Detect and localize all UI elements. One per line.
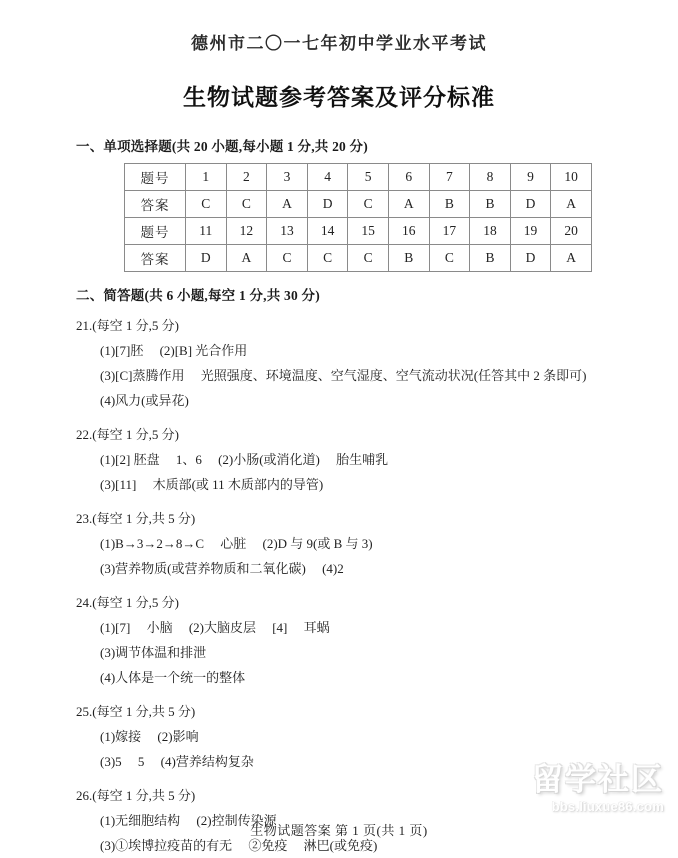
- table-cell: C: [307, 245, 348, 272]
- question-block-26: [0, 774, 678, 858]
- answer-line: (4)人体是一个统一的整体: [100, 670, 246, 685]
- table-cell: 17: [429, 218, 470, 245]
- table-cell: A: [226, 245, 267, 272]
- table-cell: 2: [226, 164, 267, 191]
- answer-line: (1)B→3→2→8→C 心脏 (2)D 与 9(或 B 与 3): [100, 536, 373, 551]
- table-cell: 15: [348, 218, 389, 245]
- section-1-heading: 一、单项选择题(共 20 小题,每小题 1 分,共 20 分): [76, 139, 368, 154]
- row-label-answer: 答案: [125, 245, 186, 272]
- table-cell: 11: [186, 218, 227, 245]
- table-cell: 18: [470, 218, 511, 245]
- table-cell: C: [226, 191, 267, 218]
- question-block-23: [0, 497, 678, 581]
- answer-line: (1)[7] 小脑 (2)大脑皮层 [4] 耳蜗: [100, 620, 330, 635]
- table-cell: B: [470, 245, 511, 272]
- table-row: [125, 218, 592, 245]
- table-cell: D: [186, 245, 227, 272]
- answer-line: (3)营养物质(或营养物质和二氧化碳) (4)2: [100, 561, 344, 576]
- answer-line: (1)[2] 胚盘 1、6 (2)小肠(或消化道) 胎生哺乳: [100, 452, 389, 467]
- table-cell: C: [348, 191, 389, 218]
- table-cell: A: [551, 191, 592, 218]
- table-cell: B: [388, 245, 429, 272]
- row-label-answer: 答案: [125, 191, 186, 218]
- table-cell: 8: [470, 164, 511, 191]
- table-row: [125, 191, 592, 218]
- multiple-choice-answer-table: [124, 163, 592, 272]
- table-cell: 1: [186, 164, 227, 191]
- table-cell: 10: [551, 164, 592, 191]
- question-block-24: [0, 581, 678, 690]
- table-cell: A: [388, 191, 429, 218]
- question-heading: 21.(每空 1 分,5 分): [76, 318, 179, 333]
- table-cell: 20: [551, 218, 592, 245]
- question-heading: 22.(每空 1 分,5 分): [76, 427, 179, 442]
- table-cell: 6: [388, 164, 429, 191]
- table-cell: B: [429, 191, 470, 218]
- question-block-22: [0, 413, 678, 497]
- answer-table-container: [0, 155, 678, 272]
- table-cell: 12: [226, 218, 267, 245]
- watermark-url-text: bbs.liuxue86.com: [551, 799, 664, 814]
- answer-line: (3)①埃博拉疫苗的有无 ②免疫 淋巴(或免疫): [100, 838, 378, 853]
- row-label-question-number: 题号: [125, 218, 186, 245]
- answer-line: (1)无细胞结构 (2)控制传染源: [100, 813, 277, 828]
- watermark-brand-text: 留学社区: [532, 762, 664, 797]
- table-row: [125, 245, 592, 272]
- table-cell: 16: [388, 218, 429, 245]
- table-cell: A: [551, 245, 592, 272]
- table-cell: C: [186, 191, 227, 218]
- answer-line: (3)5 5 (4)营养结构复杂: [100, 754, 254, 769]
- question-heading: 26.(每空 1 分,共 5 分): [76, 788, 196, 803]
- section-2-heading: 二、简答题(共 6 小题,每空 1 分,共 30 分): [76, 288, 320, 303]
- table-row: [125, 164, 592, 191]
- table-cell: C: [429, 245, 470, 272]
- table-cell: 4: [307, 164, 348, 191]
- table-cell: 13: [267, 218, 308, 245]
- table-cell: 14: [307, 218, 348, 245]
- table-cell: 3: [267, 164, 308, 191]
- table-cell: D: [307, 191, 348, 218]
- table-cell: D: [510, 191, 551, 218]
- answer-table-body: [125, 164, 592, 272]
- page-footer: 生物试题答案 第 1 页(共 1 页): [250, 823, 428, 838]
- question-heading: 25.(每空 1 分,共 5 分): [76, 704, 196, 719]
- question-heading: 23.(每空 1 分,共 5 分): [76, 511, 196, 526]
- table-cell: B: [470, 191, 511, 218]
- table-cell: D: [510, 245, 551, 272]
- answer-line: (4)风力(或异花): [100, 393, 189, 408]
- question-block-25: [0, 690, 678, 774]
- table-cell: 19: [510, 218, 551, 245]
- answer-line: (3)[11] 木质部(或 11 木质部内的导管): [100, 477, 324, 492]
- row-label-question-number: 题号: [125, 164, 186, 191]
- answer-line: (3)[C]蒸腾作用 光照强度、环境温度、空气湿度、空气流动状况(任答其中 2 条即可): [100, 368, 587, 383]
- answer-line: (1)[7]胚 (2)[B] 光合作用: [100, 343, 248, 358]
- exam-title-line1: 德州市二〇一七年初中学业水平考试: [191, 34, 487, 53]
- table-cell: C: [348, 245, 389, 272]
- table-cell: 5: [348, 164, 389, 191]
- answer-line: (3)调节体温和排泄: [100, 645, 207, 660]
- table-cell: C: [267, 245, 308, 272]
- table-cell: 7: [429, 164, 470, 191]
- question-heading: 24.(每空 1 分,5 分): [76, 595, 179, 610]
- exam-title-line2: 生物试题参考答案及评分标准: [183, 84, 495, 110]
- answer-line: (1)嫁接 (2)影响: [100, 729, 199, 744]
- table-cell: 9: [510, 164, 551, 191]
- question-block-21: [0, 304, 678, 413]
- table-cell: A: [267, 191, 308, 218]
